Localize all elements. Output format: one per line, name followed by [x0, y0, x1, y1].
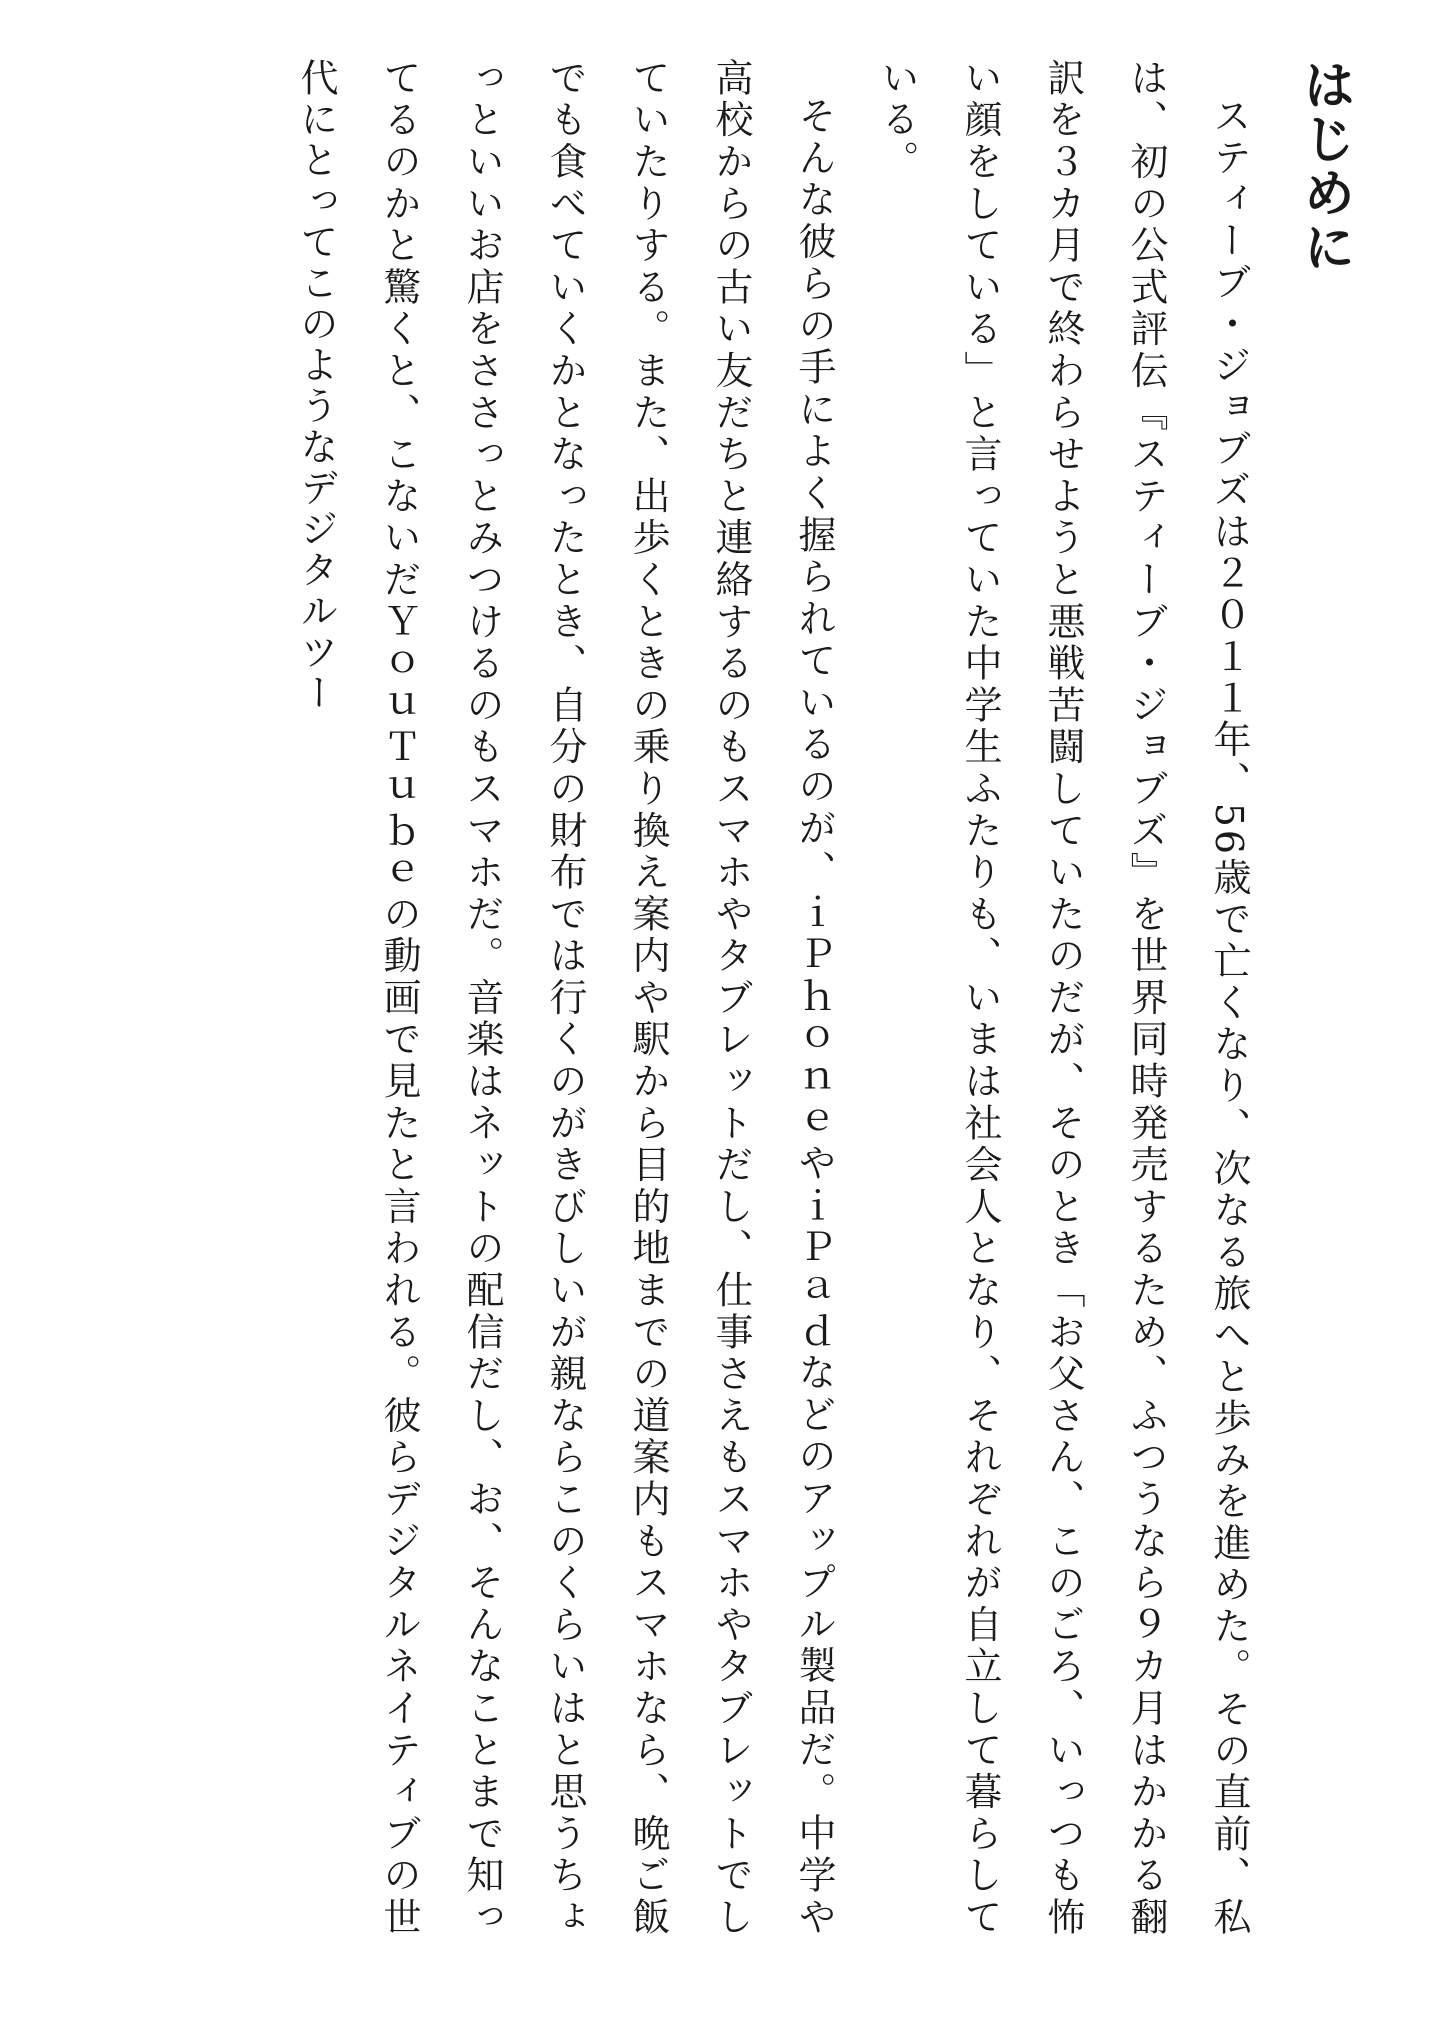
paragraph-2: そんな彼らの手によく握られているのが、ｉＰｈｏｎｅやｉＰａｄなどのアップル製品だ。中学や高校からの古い友だちと連絡するのもスマホやタブレットだし、仕事さえもスマホやタブレットでしていたりする。また、出歩くときの乗り換え案内や駅から目的地までの道案内もスマホなら、晩ご飯でも食べていくかとなったとき、自分の財布では行くのがきびしいが親ならこのくらいはと思うちょっといいお店をささっとみつけるのもスマホだ。音楽はネットの配信だし、お、そんなことまで知ってるのかと驚くと、こないだＹｏｕＴｕｂｅの動画で見たと言われる。彼らデジタルネイティブの世代にとってこのようなデジタルツー: [294, 58, 836, 1938]
vertical-text-body: [274, 58, 1370, 1938]
paragraph-1: スティーブ・ジョブズは２０１１年、56歳で亡くなり、次なる旅へと歩みを進めた。その直前、私は、初の公式評伝『スティーブ・ジョブズ』を世界同時発売するため、ふつうなら９カ月はかかる翻訳を３カ月で終わらせようと悪戦苦闘していたのだが、そのとき「お父さん、このごろ、いっつも怖い顔をしている」と言っていた中学生ふたりも、いまは社会人となり、それぞれが自立して暮らしている。: [875, 58, 1251, 1938]
chapter-heading: はじめに: [1294, 58, 1354, 274]
